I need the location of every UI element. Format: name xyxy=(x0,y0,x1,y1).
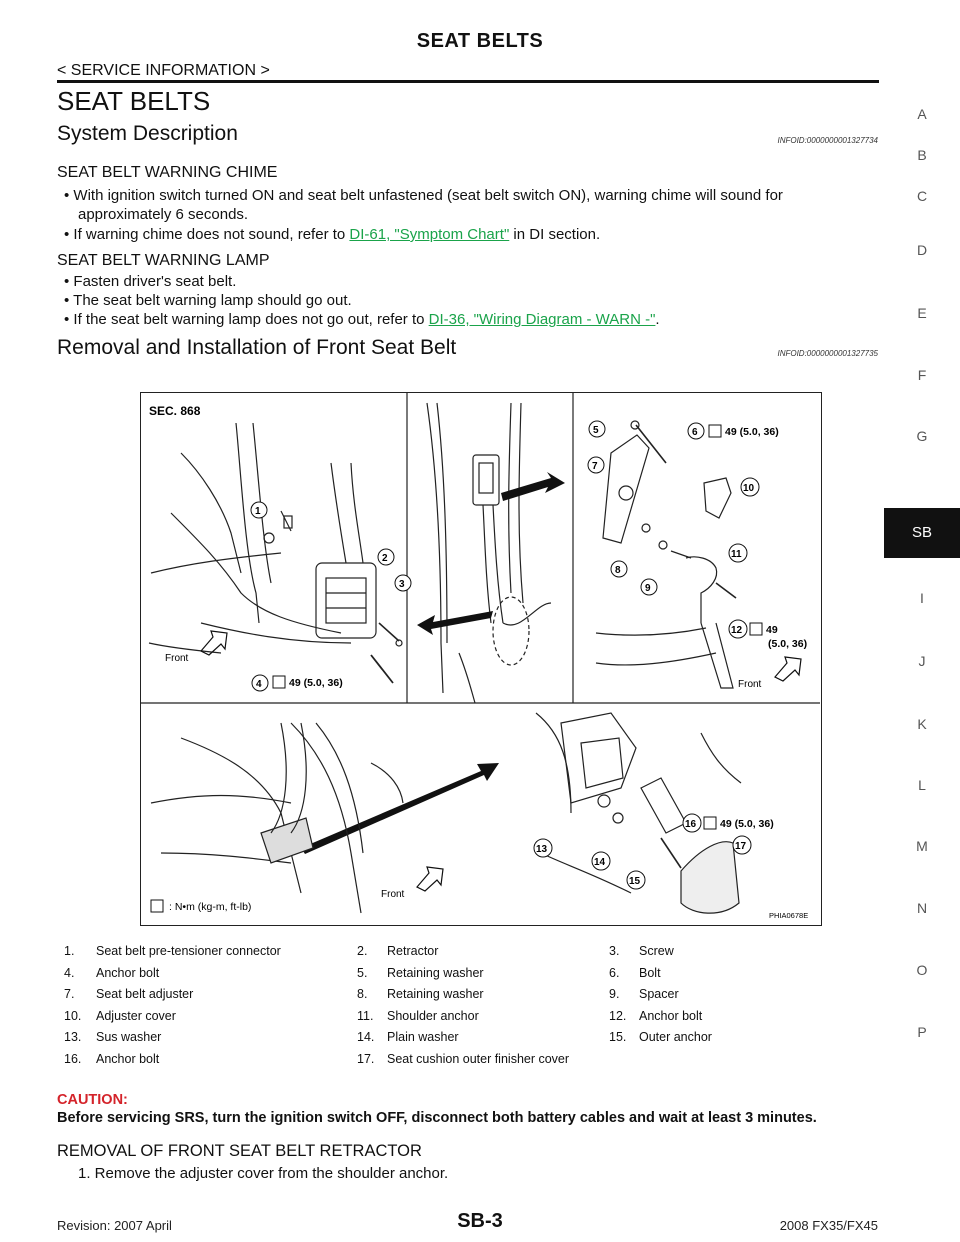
removal-heading: Removal and Installation of Front Seat Belt xyxy=(57,336,457,359)
retractor-drawing xyxy=(149,423,402,683)
tab-p[interactable]: P xyxy=(917,1024,927,1040)
step-1: 1. Remove the adjuster cover from the shoulder anchor. xyxy=(78,1165,449,1182)
page-header-subtitle: < SERVICE INFORMATION > xyxy=(57,62,270,79)
callout-3: 3 xyxy=(399,579,405,590)
callout-12: 12 xyxy=(731,625,743,636)
legend-number: 10. xyxy=(64,1008,82,1023)
torque-wrench-icon xyxy=(709,425,721,437)
torque-wrench-icon xyxy=(750,623,762,635)
chime-bullet-2: • If warning chime does not sound, refer to DI-61, "Symptom Chart" in DI section. xyxy=(64,226,601,243)
legend-part-name: Retractor xyxy=(387,944,439,958)
callout-17: 17 xyxy=(735,841,747,852)
detail-arrow-left xyxy=(417,611,493,635)
callout-14: 14 xyxy=(594,857,606,868)
lamp-heading: SEAT BELT WARNING LAMP xyxy=(57,252,270,269)
front-arrow-icon xyxy=(775,657,801,681)
callout-1: 1 xyxy=(255,506,261,517)
legend-number: 5. xyxy=(357,965,368,980)
seat-drawing xyxy=(151,723,403,913)
legend-number: 13. xyxy=(64,1030,82,1044)
torque-label-12a: 49 xyxy=(766,624,778,636)
infoid-removal: INFOID:0000000001327735 xyxy=(777,349,878,358)
chime-heading: SEAT BELT WARNING CHIME xyxy=(57,164,278,181)
front-label-2: Front xyxy=(738,679,762,690)
footer-page-number: SB-3 xyxy=(457,1210,503,1232)
tab-n[interactable]: N xyxy=(916,900,928,916)
legend-row xyxy=(64,1009,864,1027)
page-header-title: SEAT BELTS xyxy=(416,30,544,52)
legend-part-name: Seat belt pre-tensioner connector xyxy=(96,944,281,958)
legend-number: 12. xyxy=(609,1008,627,1023)
legend-part-name: Seat belt adjuster xyxy=(96,987,194,1001)
legend-part-name: Bolt xyxy=(639,965,661,980)
legend-row xyxy=(64,966,864,984)
legend-part-name: Retaining washer xyxy=(387,965,484,980)
legend-number: 9. xyxy=(609,987,620,1001)
tab-g[interactable]: G xyxy=(916,428,928,444)
footer-revision: Revision: 2007 April xyxy=(57,1218,172,1233)
legend-row xyxy=(64,944,864,962)
header-rule xyxy=(57,80,879,83)
tab-a[interactable]: A xyxy=(917,106,927,122)
seat-belt-exploded-diagram xyxy=(140,392,822,926)
legend-part-name: Plain washer xyxy=(387,1030,459,1044)
legend-number: 14. xyxy=(357,1030,375,1044)
legend-part-name: Seat cushion outer finisher cover xyxy=(387,1051,570,1066)
callout-11: 11 xyxy=(731,549,742,560)
figure-code: PHIA0678E xyxy=(769,911,809,920)
tab-k[interactable]: K xyxy=(917,716,927,732)
symptom-chart-link[interactable]: DI-61, "Symptom Chart" xyxy=(349,226,510,243)
b-pillar-drawing xyxy=(427,403,551,703)
legend-row xyxy=(64,987,864,1005)
torque-wrench-icon xyxy=(273,676,285,688)
tab-m[interactable]: M xyxy=(916,838,928,854)
callout-4: 4 xyxy=(256,679,262,690)
legend-number: 3. xyxy=(609,944,620,958)
legend-part-name: Sus washer xyxy=(96,1030,162,1044)
infoid-system-description: INFOID:0000000001327734 xyxy=(777,136,878,145)
legend-number: 17. xyxy=(357,1051,375,1066)
sec-number: SEC. 868 xyxy=(149,404,201,418)
front-label-3: Front xyxy=(381,889,405,900)
lamp-bullet-3: • If the seat belt warning lamp does not go out, refer to DI-36, "Wiring Diagram - WARN -". xyxy=(64,311,660,328)
legend-part-name: Screw xyxy=(639,944,674,958)
detail-arrow-right xyxy=(501,472,565,501)
legend-part-name: Anchor bolt xyxy=(96,1051,160,1066)
callout-2: 2 xyxy=(382,553,388,564)
legend-number: 16. xyxy=(64,1051,82,1066)
front-arrow-icon xyxy=(417,867,443,891)
legend-number: 7. xyxy=(64,987,75,1001)
tab-c[interactable]: C xyxy=(916,188,928,204)
detail-arrow-seat xyxy=(301,763,499,854)
footer-model: 2008 FX35/FX45 xyxy=(779,1218,878,1233)
callout-10: 10 xyxy=(743,483,755,494)
legend-part-name: Spacer xyxy=(639,987,679,1001)
callout-5: 5 xyxy=(593,425,599,436)
tab-e[interactable]: E xyxy=(917,305,927,321)
lamp-bullet-2: • The seat belt warning lamp should go out. xyxy=(64,292,352,309)
lamp-bullet-1: • Fasten driver's seat belt. xyxy=(64,273,237,290)
legend-number: 15. xyxy=(609,1030,627,1044)
tab-i[interactable]: I xyxy=(920,590,924,606)
legend-part-name: Anchor bolt xyxy=(639,1008,703,1023)
chime-bullet-1: • With ignition switch turned ON and seat belt unfastened (seat belt switch ON), warning chime will sound for approximately 6 seconds. xyxy=(64,187,783,223)
legend-number: 2. xyxy=(357,944,368,958)
tab-b[interactable]: B xyxy=(917,147,927,163)
legend-number: 6. xyxy=(609,965,620,980)
legend-part-name: Shoulder anchor xyxy=(387,1008,479,1023)
legend-number: 8. xyxy=(357,987,368,1001)
tab-f[interactable]: F xyxy=(917,367,927,383)
torque-label-4: 49 (5.0, 36) xyxy=(289,677,343,689)
torque-label-12b: (5.0, 36) xyxy=(768,638,808,650)
legend-part-name: Anchor bolt xyxy=(96,965,160,980)
legend-part-name: Outer anchor xyxy=(639,1030,712,1044)
callout-9: 9 xyxy=(645,583,651,594)
legend-number: 4. xyxy=(64,965,75,980)
torque-wrench-icon xyxy=(704,817,716,829)
retractor-removal-heading: REMOVAL OF FRONT SEAT BELT RETRACTOR xyxy=(57,1142,422,1160)
callout-6: 6 xyxy=(692,427,698,438)
legend-part-name: Retaining washer xyxy=(387,987,484,1001)
tab-sb-active[interactable]: SB xyxy=(884,508,960,558)
torque-label-16: 49 (5.0, 36) xyxy=(720,818,774,830)
callout-13: 13 xyxy=(536,844,548,855)
front-label-1: Front xyxy=(165,653,189,664)
legend-row xyxy=(64,1030,864,1048)
callout-7: 7 xyxy=(592,461,598,472)
callout-8: 8 xyxy=(615,565,621,576)
callout-16: 16 xyxy=(685,819,697,830)
wiring-diagram-link[interactable]: DI-36, "Wiring Diagram - WARN -" xyxy=(428,311,656,328)
torque-wrench-icon xyxy=(151,900,163,912)
legend-number: 1. xyxy=(64,944,75,958)
adjuster-drawing xyxy=(596,421,736,688)
callout-15: 15 xyxy=(629,876,641,887)
section-title: SEAT BELTS xyxy=(57,86,211,116)
legend-row xyxy=(64,1052,864,1070)
tab-j[interactable]: J xyxy=(918,653,926,669)
legend-number: 11. xyxy=(357,1008,374,1023)
tab-d[interactable]: D xyxy=(916,242,928,258)
tab-o[interactable]: O xyxy=(916,962,928,978)
legend-part-name: Adjuster cover xyxy=(96,1008,176,1023)
caution-heading: CAUTION: xyxy=(57,1092,128,1108)
unit-legend: : N•m (kg-m, ft-lb) xyxy=(169,901,252,913)
system-description-heading: System Description xyxy=(57,122,238,145)
caution-text: Before servicing SRS, turn the ignition switch OFF, disconnect both battery cables and wait at least 3 minutes. xyxy=(57,1110,817,1126)
tab-l[interactable]: L xyxy=(918,777,926,793)
torque-label-6: 49 (5.0, 36) xyxy=(725,426,779,438)
